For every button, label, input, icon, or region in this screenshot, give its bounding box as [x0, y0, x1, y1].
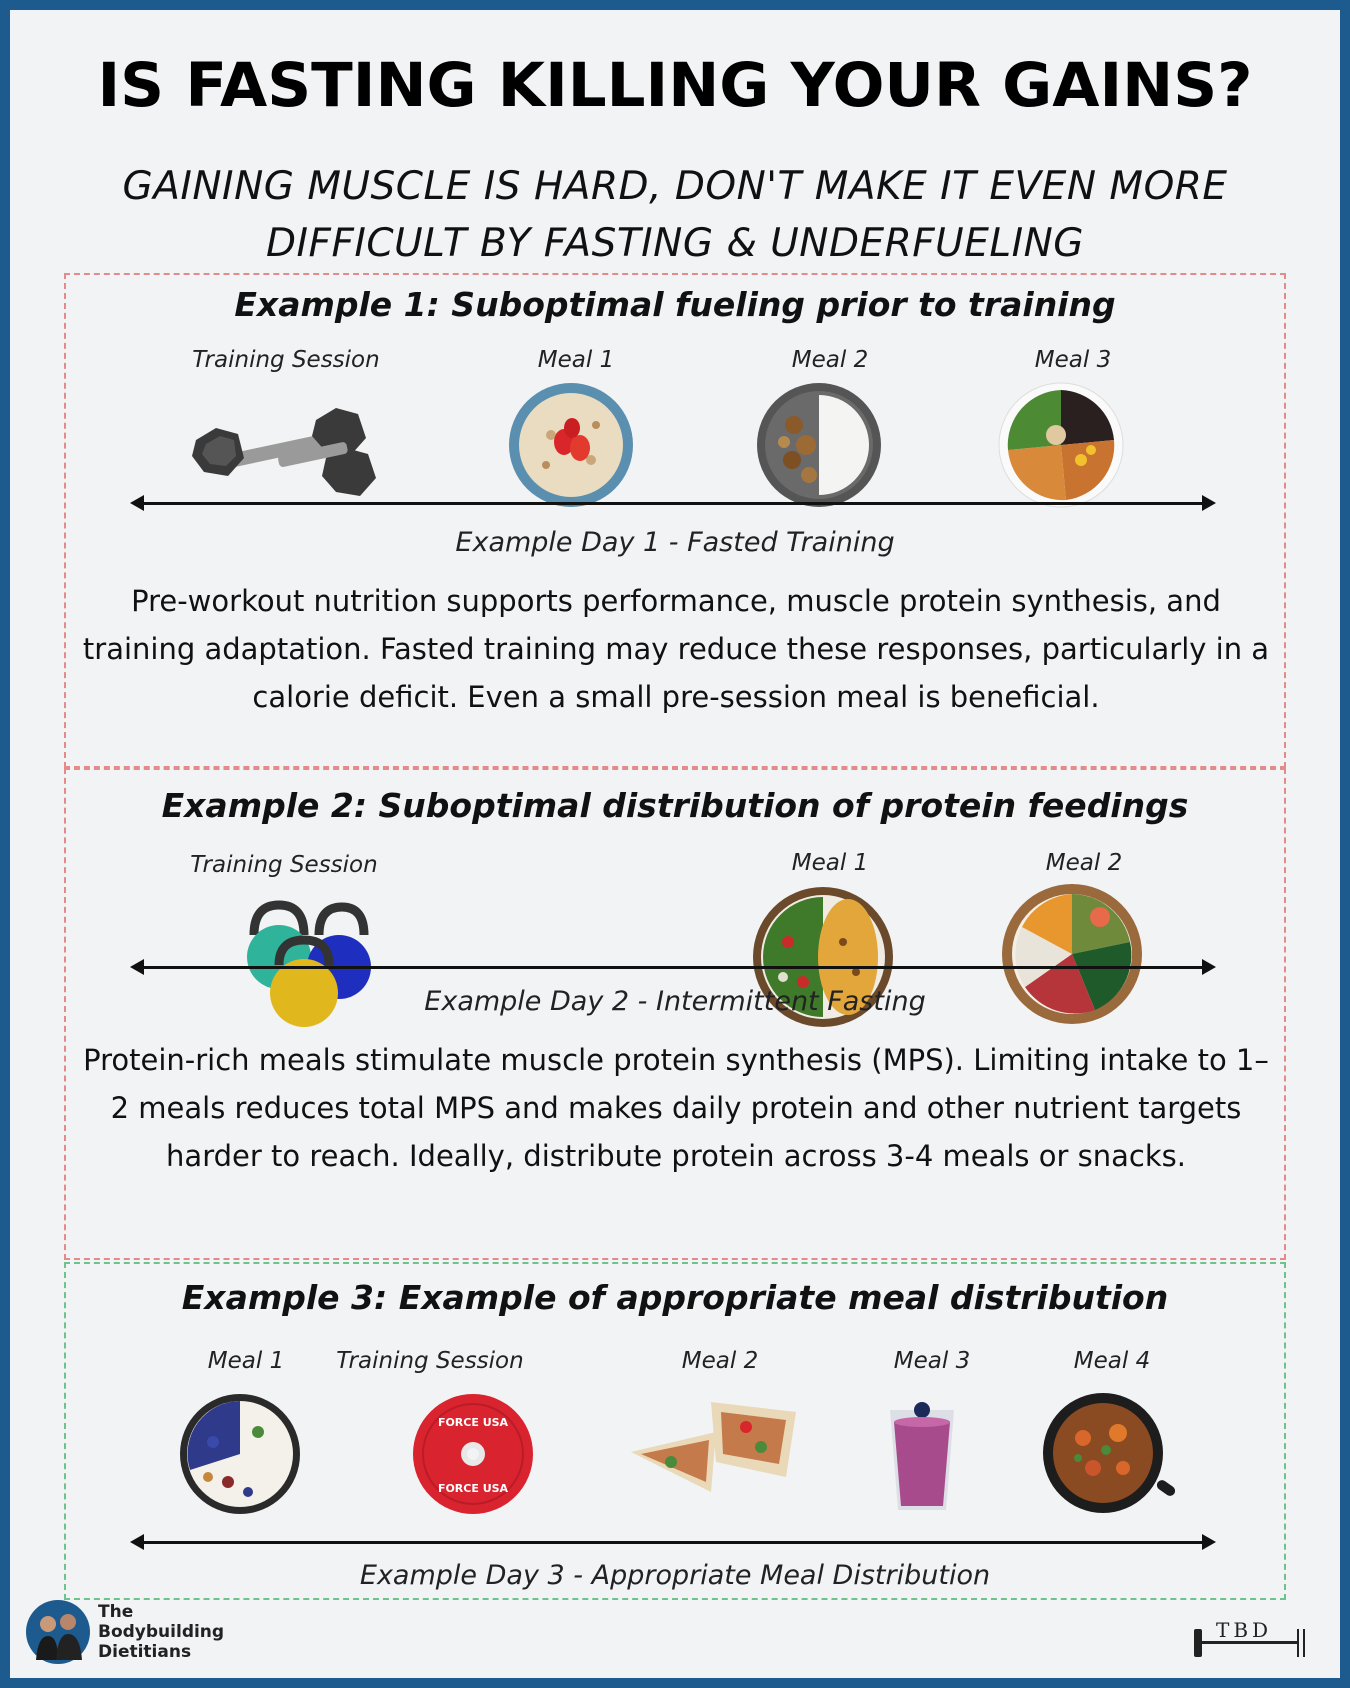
example-2-label-training: Training Session	[190, 852, 378, 878]
brand-name-line-3: Dietitians	[98, 1642, 192, 1662]
weight-plate-text-top: FORCE USA	[437, 1416, 509, 1429]
subtitle-line-2: DIFFICULT BY FASTING & UNDERFUELING	[265, 221, 1084, 266]
brand-name	[98, 1602, 224, 1662]
example-1-label-training: Training Session	[192, 347, 380, 373]
wrap-icon	[621, 1392, 806, 1502]
example-1-label-meal-1: Meal 1	[537, 347, 615, 373]
example-3-label-training: Training Session	[336, 1348, 524, 1374]
page-subtitle	[10, 158, 1340, 272]
example-1-label-meal-3: Meal 3	[1034, 347, 1112, 373]
example-2-label-meal-1: Meal 1	[791, 850, 869, 876]
stir-fry-pan-icon	[1038, 1388, 1178, 1518]
example-3-section	[64, 1262, 1286, 1600]
page-title: IS FASTING KILLING YOUR GAINS?	[97, 50, 1253, 121]
example-3-label-meal-4: Meal 4	[1073, 1348, 1151, 1374]
chicken-rice-plate-icon	[754, 380, 884, 510]
example-1-label-meal-2: Meal 2	[791, 347, 869, 373]
example-2-label-meal-2: Meal 2	[1045, 850, 1123, 876]
example-3-label-meal-1: Meal 1	[207, 1348, 285, 1374]
yogurt-berry-bowl-icon	[178, 1392, 303, 1517]
tbd-logo-text: TBD	[1216, 1618, 1273, 1642]
example-3-day-label: Example Day 3 - Appropriate Meal Distribution	[359, 1560, 991, 1591]
tbd-logo-icon	[1192, 1615, 1307, 1665]
example-3-label-meal-2: Meal 2	[681, 1348, 759, 1374]
example-3-label-meal-3: Meal 3	[893, 1348, 971, 1374]
smoothie-icon	[882, 1392, 962, 1517]
weight-plate-icon	[411, 1392, 536, 1517]
example-1-title: Example 1: Suboptimal fueling prior to training	[234, 285, 1116, 324]
example-1-day-label: Example Day 1 - Fasted Training	[455, 527, 895, 558]
example-2-title: Example 2: Suboptimal distribution of protein feedings	[161, 786, 1189, 825]
brand-avatar-icon	[24, 1598, 92, 1666]
burrito-bowl-icon	[996, 380, 1126, 510]
example-2-description: Protein-rich meals stimulate muscle protein synthesis (MPS). Limiting intake to 1–2 meals reduces total MPS and makes daily protein and other nutrient targets harder to reach. Ideally, distribute protein across 3-4 meals or snacks.	[83, 1043, 1269, 1173]
oatmeal-bowl-icon	[506, 380, 636, 510]
example-3-title: Example 3: Example of appropriate meal distribution	[181, 1278, 1169, 1317]
weight-plate-text-bottom: FORCE USA	[437, 1482, 509, 1495]
infographic-page	[10, 10, 1340, 1678]
example-1-section	[64, 273, 1286, 768]
brand-name-line-1: The	[98, 1602, 134, 1622]
dumbbells-icon	[186, 400, 386, 510]
example-2-day-label: Example Day 2 - Intermittent Fasting	[424, 986, 926, 1017]
example-2-timeline-arrow	[142, 966, 1204, 969]
example-3-timeline-arrow	[142, 1541, 1204, 1544]
subtitle-line-1: GAINING MUSCLE IS HARD, DON'T MAKE IT EVEN MORE	[122, 164, 1228, 209]
brand-name-line-2: Bodybuilding	[98, 1622, 225, 1642]
example-1-description: Pre-workout nutrition supports performance, muscle protein synthesis, and training adaptation. Fasted training may reduce these responses, particularly in a calorie deficit. Even a small pre-session meal is beneficial.	[82, 584, 1270, 714]
example-1-timeline-arrow	[142, 502, 1204, 505]
example-2-section	[64, 768, 1286, 1260]
